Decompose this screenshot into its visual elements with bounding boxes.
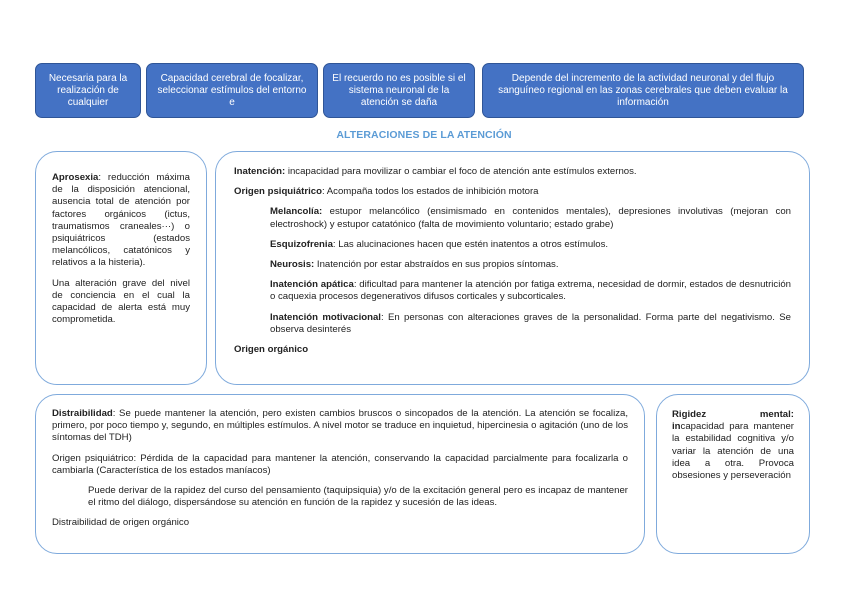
- inatencion-text: incapacidad para movilizar o cambiar el foco de atención ante estímulos externos.: [285, 166, 637, 177]
- header-box-capacidad: [146, 63, 318, 118]
- aprosexia-panel: [35, 151, 207, 385]
- rigidez-definition: [672, 409, 794, 482]
- header-box-necesaria: [35, 63, 141, 118]
- inatencion-origen-psiquiatrico: [234, 186, 791, 198]
- distraibilidad-text: : Se puede mantener la atención, pero existen cambios bruscos o sincopados de la atención. La atención se focaliza, primero, por poco tiempo y, segundo, en múltiples estímulos. A nivel motor se traduce en inquietud, hipercinesia o agitación (uno de los síntomas del TDH): [52, 408, 628, 444]
- header-box-text: El recuerdo no es posible si el sistema neuronal de la atención se daña: [332, 72, 466, 108]
- inatencion-item-motivacional: [270, 312, 791, 336]
- aprosexia-definition: [52, 172, 190, 270]
- inatencion-item-melancolia: [270, 206, 791, 230]
- inatencion-panel: [215, 151, 810, 385]
- inatencion-item-esquizofrenia: [270, 239, 791, 251]
- rigidez-text: capacidad para mantener la estabilidad cognitiva y/o variar la atención de una idea a otra. Provoca obsesiones y perseveración: [672, 421, 794, 482]
- item-text: : dificultad para mantener la atención por fatiga extrema, necesidad de dormir, estados de desnutrición o caquexia procesos degenerativos difusos corticales y subcorticales.: [270, 279, 791, 303]
- item-term: Inatención motivacional: [270, 311, 381, 323]
- distraibilidad-term: Distraibilidad: [52, 408, 113, 419]
- item-text: estupor melancólico (ensimismado en contenidos mentales), depresiones involutivas (mejoran con electroshock) y estupor catatónico (falta de movimiento voluntario; estado grabe): [270, 206, 791, 230]
- aprosexia-note: Una alteración grave del nivel de conciencia en el cual la capacidad de alerta está muy comprometida.: [52, 277, 190, 326]
- rigidez-panel: [656, 394, 810, 554]
- rigidez-prefix: in: [672, 421, 681, 433]
- origen-psiquiatrico-text: : Acompaña todos los estados de inhibición motora: [321, 186, 539, 198]
- item-text: : Las alucinaciones hacen que estén inatentos a otros estímulos.: [332, 238, 609, 250]
- section-title: ALTERACIONES DE LA ATENCIÓN: [336, 129, 512, 141]
- distraibilidad-definition: [52, 408, 628, 445]
- header-box-text: Depende del incremento de la actividad neuronal y del flujo sanguíneo regional en las zonas cerebrales que deben evaluar la información: [498, 72, 788, 108]
- item-term: Inatención apática: [270, 279, 354, 291]
- item-term: Melancolía:: [270, 206, 323, 218]
- item-text: Inatención por estar abstraídos en sus propios síntomas.: [314, 259, 559, 271]
- inatencion-term: Inatención:: [234, 166, 286, 177]
- origen-psiquiatrico-term: Origen psiquiátrico: [234, 186, 322, 198]
- rigidez-term: Rigidez mental:: [672, 409, 794, 420]
- distraibilidad-origen-psiquiatrico: Origen psiquiátrico: Pérdida de la capacidad para mantener la atención, conservando la capacidad parcialmente para focalizarla o cambiarla (Característica de los estados maníacos): [52, 452, 628, 476]
- item-term: Esquizofrenia: [270, 238, 333, 250]
- header-box-recuerdo: [323, 63, 475, 118]
- header-box-text: Necesaria para la realización de cualquier: [48, 72, 128, 108]
- header-box-text: Capacidad cerebral de focalizar, seleccionar estímulos del entorno e: [157, 72, 307, 108]
- inatencion-item-neurosis: [270, 259, 791, 271]
- origen-organico-term: Origen orgánico: [234, 344, 309, 356]
- item-text: : En personas con alteraciones graves de la personalidad. Forma parte del negativismo. Se observa desinterés: [270, 311, 791, 335]
- aprosexia-text: : reducción máxima de la disposición atencional, ausencia total de atención por factores orgánicos (ictus, traumatismos craneales···) o psiquiátricos (estados melancólicos, catatónicos y relativos a la histeria).: [52, 172, 190, 269]
- inatencion-item-apatica: [270, 279, 791, 303]
- distraibilidad-organico: Distraibilidad de origen orgánico: [52, 517, 190, 529]
- header-box-depende: [482, 63, 804, 118]
- inatencion-definition: [234, 166, 791, 178]
- item-term: Neurosis:: [270, 259, 315, 271]
- inatencion-origen-organico: [234, 344, 791, 356]
- distraibilidad-panel: [35, 394, 645, 554]
- distraibilidad-derivacion: Puede derivar de la rapidez del curso del pensamiento (taquipsiquia) y/o de la excitación general pero es incapaz de mantener el ritmo del diálogo, dispersándose su atención en función de la rapidez y sucesión de las ideas.: [88, 485, 628, 509]
- aprosexia-term: Aprosexia: [52, 172, 99, 183]
